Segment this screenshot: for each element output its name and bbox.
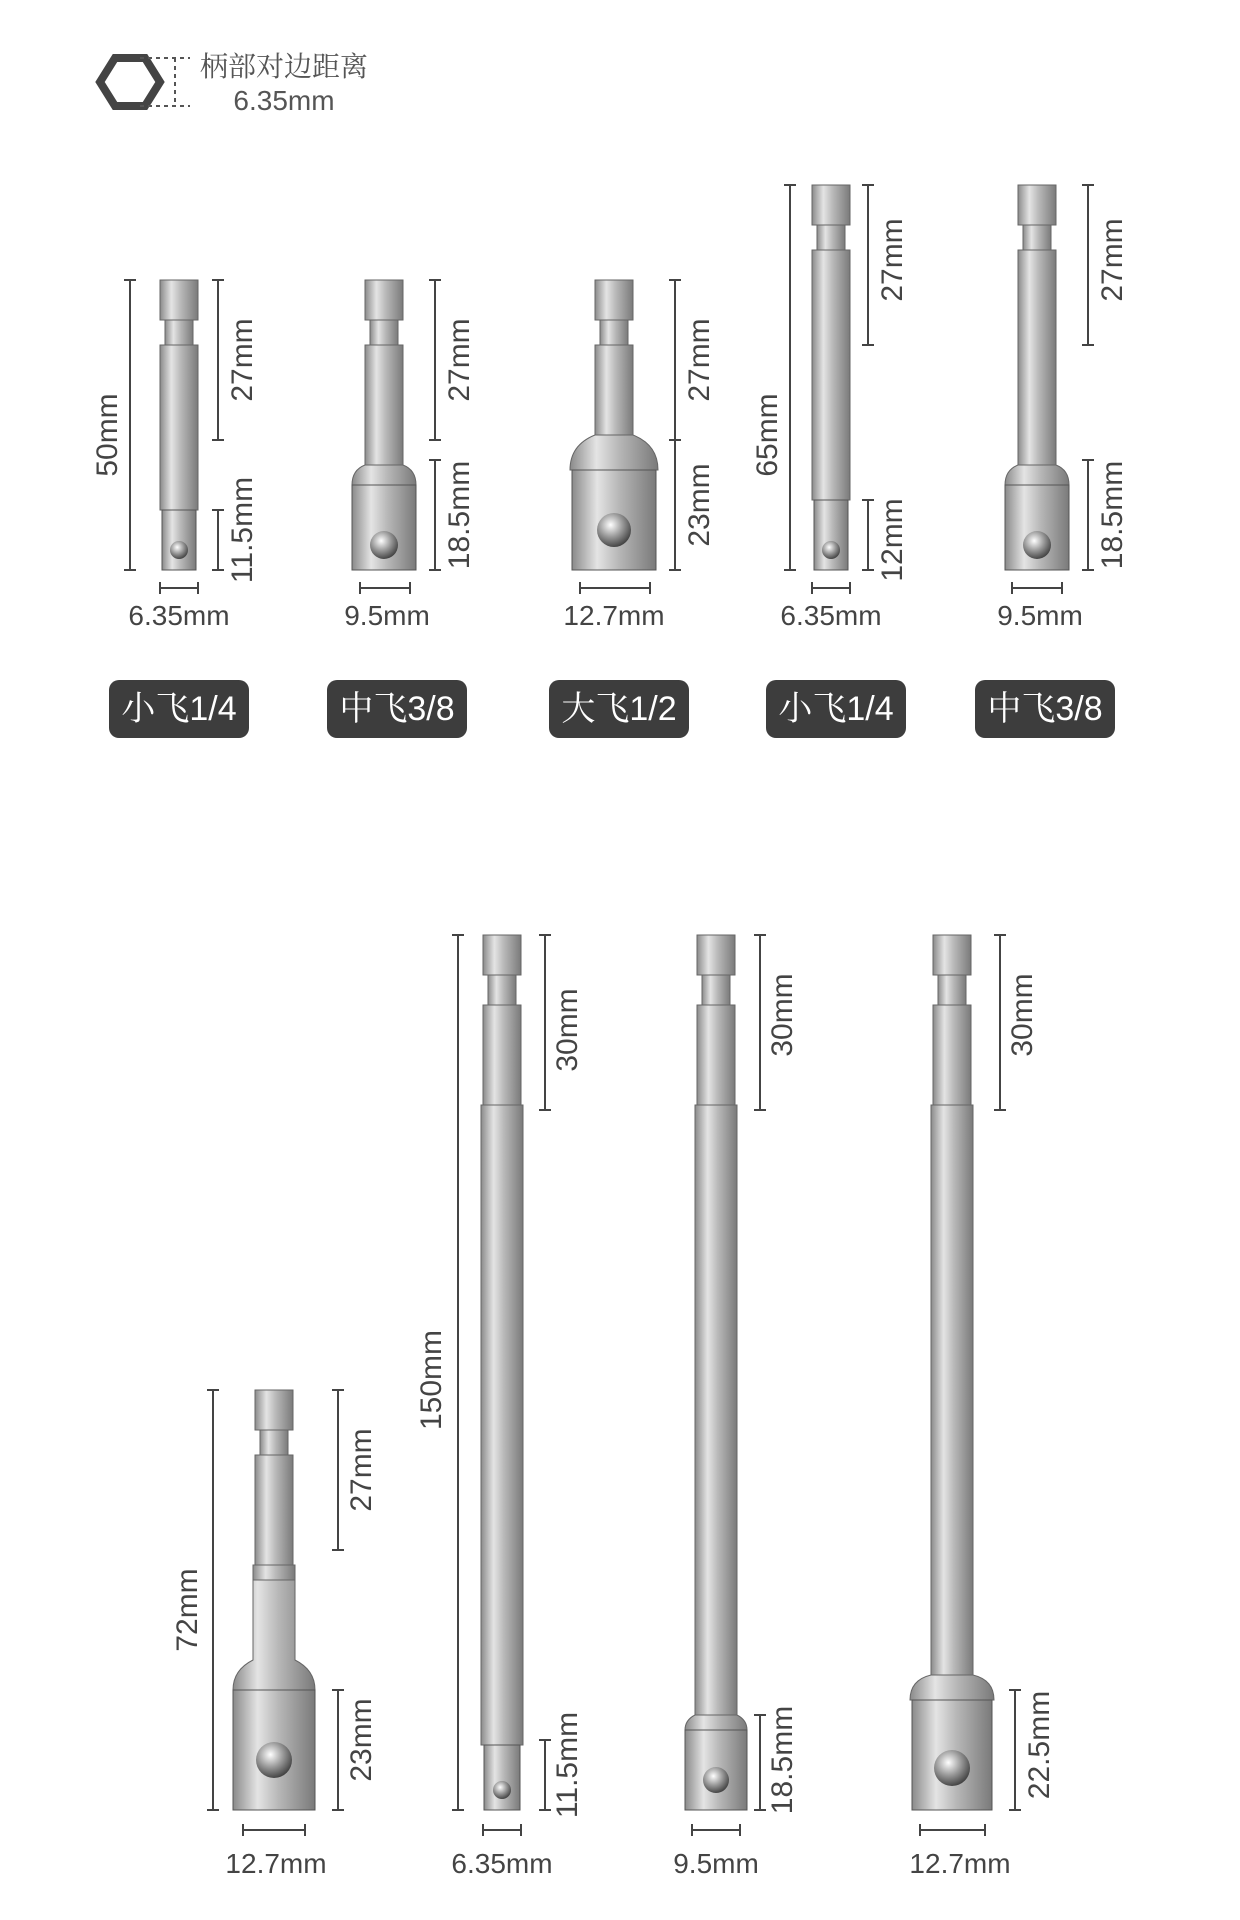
adapter-4-tip-length: 12mm — [876, 498, 909, 582]
adapter-2-tag: 中飞3/8 — [327, 680, 467, 738]
adapter-5-width: 9.5mm — [997, 600, 1083, 631]
adapter-6-hex-length: 27mm — [345, 1428, 378, 1512]
adapter-5-drawing — [1005, 185, 1094, 594]
adapter-3-tag: 大飞1/2 — [549, 680, 689, 738]
adapter-5-hex-length: 27mm — [1096, 218, 1129, 302]
adapter-6-drawing — [207, 1390, 344, 1836]
adapter-2-width: 9.5mm — [344, 600, 430, 631]
adapter-1-tag: 小飞1/4 — [109, 680, 249, 738]
adapter-1-width: 6.35mm — [128, 600, 230, 631]
adapter-4-tag: 小飞1/4 — [766, 680, 906, 738]
adapter-7-width: 6.35mm — [451, 1848, 553, 1879]
adapter-2-tip-length: 18.5mm — [443, 460, 476, 570]
adapter-1-hex-length: 27mm — [226, 318, 259, 402]
shank-spec — [200, 50, 368, 118]
adapter-3-hex-length: 27mm — [683, 318, 716, 402]
adapter-4-total-length: 65mm — [751, 393, 784, 477]
adapter-5-tip-length: 18.5mm — [1096, 460, 1129, 570]
adapter-2-hex-length: 27mm — [443, 318, 476, 402]
adapter-4-width: 6.35mm — [780, 600, 882, 631]
adapter-3-tip-length: 23mm — [683, 463, 716, 547]
adapter-8-width: 9.5mm — [673, 1848, 759, 1879]
adapter-6-width: 12.7mm — [225, 1848, 327, 1879]
adapter-8-drawing — [685, 935, 766, 1836]
adapter-6-total-length: 72mm — [171, 1568, 204, 1652]
adapter-1-total-length: 50mm — [91, 393, 124, 477]
adapter-3-width: 12.7mm — [563, 600, 665, 631]
adapter-5-tag: 中飞3/8 — [975, 680, 1115, 738]
adapter-1-drawing — [124, 280, 224, 594]
adapter-9-drawing — [910, 935, 1021, 1836]
adapter-2-drawing — [352, 280, 441, 594]
adapter-9-width: 12.7mm — [909, 1848, 1011, 1879]
shank-label: 柄部对边距离 — [200, 51, 369, 82]
adapter-7-hex-length: 30mm — [551, 988, 584, 1072]
adapter-9-tip-length: 22.5mm — [1023, 1690, 1056, 1800]
adapter-1-tip-length: 11.5mm — [226, 476, 259, 584]
adapter-7-tip-length: 11.5mm — [551, 1711, 584, 1819]
adapter-9-hex-length: 30mm — [1006, 973, 1039, 1057]
adapter-7-drawing — [452, 935, 551, 1836]
adapter-7-total-length: 150mm — [415, 1329, 448, 1431]
adapter-4-drawing — [784, 185, 874, 594]
adapter-6-tip-length: 23mm — [345, 1698, 378, 1782]
adapter-8-tip-length: 18.5mm — [766, 1705, 799, 1815]
hex-icon — [100, 58, 190, 106]
shank-value: 6.35mm — [233, 85, 335, 116]
adapter-4-hex-length: 27mm — [876, 218, 909, 302]
adapter-3-drawing — [570, 280, 681, 594]
adapter-8-hex-length: 30mm — [766, 973, 799, 1057]
